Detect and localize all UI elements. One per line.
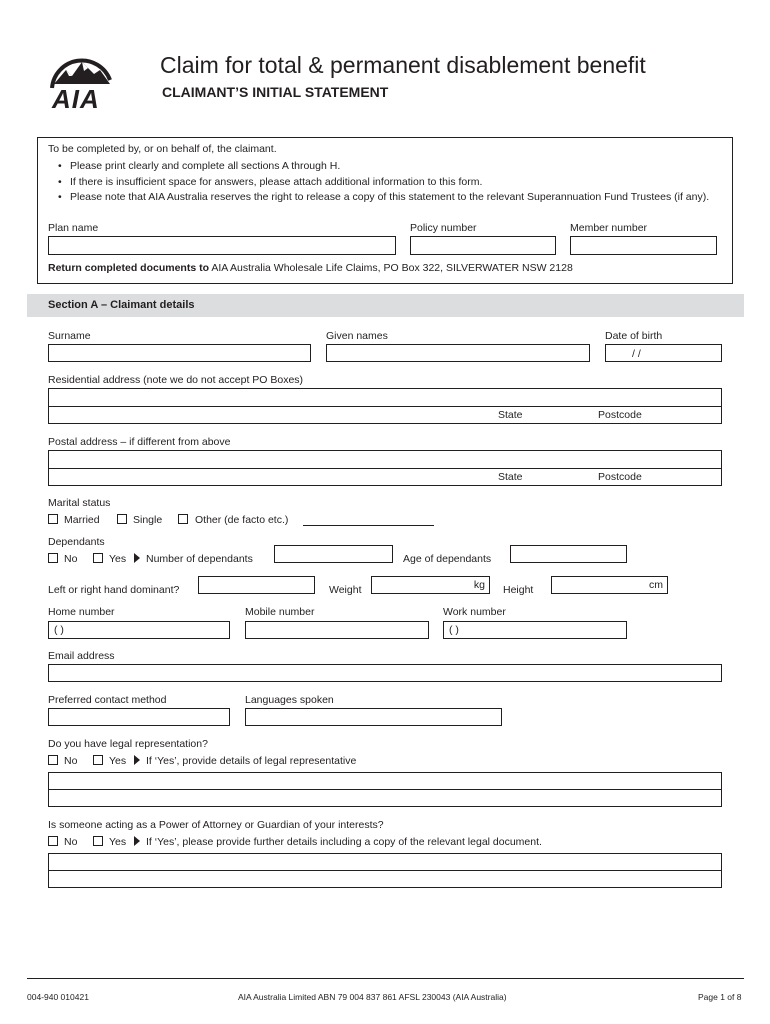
dependants-yes-checkbox[interactable] bbox=[93, 553, 103, 563]
mobile-number-label: Mobile number bbox=[245, 606, 315, 618]
intro-lead: To be completed by, or on behalf of, the claimant. bbox=[48, 143, 277, 155]
address-divider bbox=[49, 406, 721, 407]
plan-name-label: Plan name bbox=[48, 222, 99, 234]
return-address bbox=[48, 262, 573, 274]
email-label: Email address bbox=[48, 650, 115, 662]
cm-unit: cm bbox=[649, 579, 663, 591]
languages-label: Languages spoken bbox=[245, 694, 334, 706]
poa-yes-label: Yes bbox=[109, 836, 127, 848]
page-subtitle: CLAIMANT’S INITIAL STATEMENT bbox=[162, 84, 389, 100]
given-names-input[interactable] bbox=[326, 344, 590, 362]
aia-logo bbox=[44, 44, 116, 114]
dependants-no-label: No bbox=[64, 553, 78, 565]
dob-label: Date of birth bbox=[605, 330, 663, 342]
state-label: State bbox=[498, 471, 523, 483]
kg-unit: kg bbox=[473, 579, 485, 591]
num-dependants-input[interactable] bbox=[274, 545, 393, 563]
poa-detail-label: If ‘Yes’, please provide further details including a copy of the relevant legal document. bbox=[146, 836, 542, 848]
home-number-input[interactable] bbox=[48, 621, 230, 639]
legal-question: Do you have legal representation? bbox=[48, 738, 208, 750]
contact-method-input[interactable] bbox=[48, 708, 230, 726]
footer-rule bbox=[27, 978, 744, 979]
postcode-label: Postcode bbox=[598, 471, 642, 483]
legal-no-checkbox[interactable] bbox=[48, 755, 58, 765]
poa-no-checkbox[interactable] bbox=[48, 836, 58, 846]
logo-text: AIA bbox=[52, 84, 100, 114]
other-text-line[interactable] bbox=[303, 525, 434, 526]
area-code: ( ) bbox=[449, 624, 459, 636]
arrow-right-icon bbox=[134, 755, 140, 765]
married-checkbox[interactable] bbox=[48, 514, 58, 524]
member-number-label: Member number bbox=[570, 222, 648, 234]
dependants-yes-label: Yes bbox=[109, 553, 127, 565]
poa-details-input[interactable] bbox=[48, 853, 722, 888]
home-number-label: Home number bbox=[48, 606, 115, 618]
intro-bullet: • Please note that AIA Australia reserves the right to release a copy of this statement to the relevant Superannuation Fund Trustees (if any). bbox=[48, 190, 718, 204]
other-label: Other (de facto etc.) bbox=[195, 514, 289, 526]
return-address-text: AIA Australia Wholesale Life Claims, PO Box 322, SILVERWATER NSW 2128 bbox=[211, 262, 573, 274]
poa-question: Is someone acting as a Power of Attorney or Guardian of your interests? bbox=[48, 819, 384, 831]
plan-name-input[interactable] bbox=[48, 236, 396, 255]
legal-details-divider bbox=[49, 789, 721, 790]
single-label: Single bbox=[133, 514, 163, 526]
postcode-label: Postcode bbox=[598, 409, 642, 421]
marital-label: Marital status bbox=[48, 497, 111, 509]
legal-details-input[interactable] bbox=[48, 772, 722, 807]
weight-label: Weight bbox=[329, 584, 362, 596]
other-checkbox[interactable] bbox=[178, 514, 188, 524]
legal-detail-label: If ‘Yes’, provide details of legal representative bbox=[146, 755, 357, 767]
height-input[interactable] bbox=[551, 576, 668, 594]
member-number-input[interactable] bbox=[570, 236, 717, 255]
arrow-right-icon bbox=[134, 836, 140, 846]
poa-yes-checkbox[interactable] bbox=[93, 836, 103, 846]
dependants-label: Dependants bbox=[48, 536, 105, 548]
hand-input[interactable] bbox=[198, 576, 315, 594]
dob-separators: / / bbox=[632, 348, 641, 360]
page-title: Claim for total & permanent disablement benefit bbox=[160, 52, 646, 78]
intro-bullet: • Please print clearly and complete all sections A through H. bbox=[48, 158, 718, 174]
poa-no-label: No bbox=[64, 836, 78, 848]
height-label: Height bbox=[503, 584, 534, 596]
poa-details-divider bbox=[49, 870, 721, 871]
surname-label: Surname bbox=[48, 330, 91, 342]
intro-bullets bbox=[48, 158, 718, 204]
legal-yes-checkbox[interactable] bbox=[93, 755, 103, 765]
married-label: Married bbox=[64, 514, 100, 526]
address-divider bbox=[49, 468, 721, 469]
age-dependants-label: Age of dependants bbox=[403, 553, 492, 565]
arrow-right-icon bbox=[134, 553, 140, 563]
footer-code: 004-940 010421 bbox=[27, 992, 89, 1002]
legal-yes-label: Yes bbox=[109, 755, 127, 767]
weight-input[interactable] bbox=[371, 576, 490, 594]
return-bold: Return completed documents to bbox=[48, 262, 210, 274]
age-dependants-input[interactable] bbox=[510, 545, 627, 563]
residential-label: Residential address (note we do not accept PO Boxes) bbox=[48, 374, 304, 386]
work-number-input[interactable] bbox=[443, 621, 627, 639]
state-label: State bbox=[498, 409, 523, 421]
dob-input[interactable] bbox=[605, 344, 722, 362]
languages-input[interactable] bbox=[245, 708, 502, 726]
hand-label: Left or right hand dominant? bbox=[48, 584, 180, 596]
contact-method-label: Preferred contact method bbox=[48, 694, 167, 706]
footer-page-number: Page 1 of 8 bbox=[698, 992, 742, 1002]
area-code: ( ) bbox=[54, 624, 64, 636]
mobile-number-input[interactable] bbox=[245, 621, 429, 639]
email-input[interactable] bbox=[48, 664, 722, 682]
dependants-no-checkbox[interactable] bbox=[48, 553, 58, 563]
postal-label: Postal address – if different from above bbox=[48, 436, 231, 448]
intro-bullet: • If there is insufficient space for answers, please attach additional information to this form. bbox=[48, 174, 718, 190]
given-names-label: Given names bbox=[326, 330, 388, 342]
policy-number-input[interactable] bbox=[410, 236, 556, 255]
surname-input[interactable] bbox=[48, 344, 311, 362]
section-a-heading: Section A – Claimant details bbox=[48, 299, 195, 311]
num-dependants-label: Number of dependants bbox=[146, 553, 253, 565]
policy-number-label: Policy number bbox=[410, 222, 477, 234]
footer-company: AIA Australia Limited ABN 79 004 837 861 AFSL 230043 (AIA Australia) bbox=[238, 992, 507, 1002]
single-checkbox[interactable] bbox=[117, 514, 127, 524]
work-number-label: Work number bbox=[443, 606, 506, 618]
legal-no-label: No bbox=[64, 755, 78, 767]
